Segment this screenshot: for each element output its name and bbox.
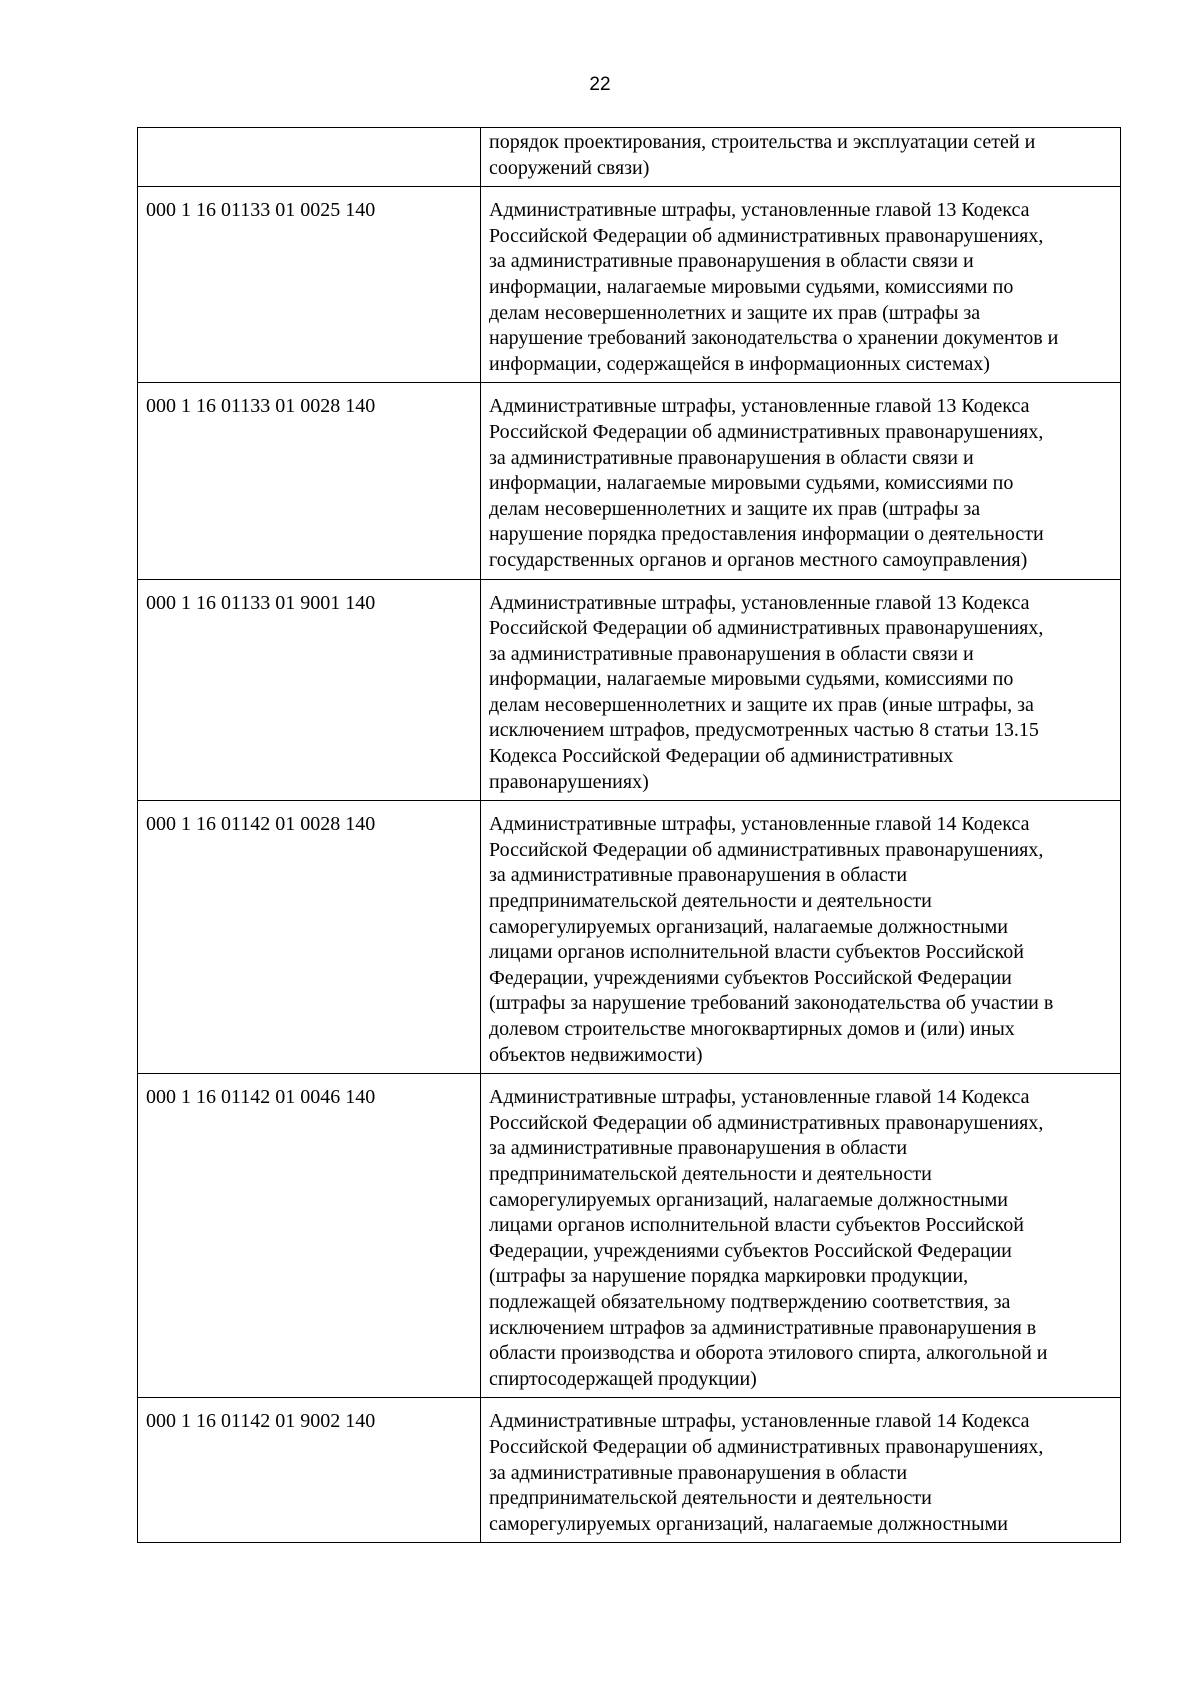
description-line: информации, налагаемые мировыми судьями, комиссиями по [489, 668, 1014, 691]
description-line: за административные правонарушения в области связи и [489, 446, 974, 469]
description-line: Административные штрафы, установленные главой 13 Кодекса [489, 199, 1030, 222]
description-line: Административные штрафы, установленные главой 14 Кодекса [489, 1086, 1030, 1109]
description-line: нарушение требований законодательства о хранении документов и [489, 327, 1059, 350]
description-cell [481, 1074, 1121, 1398]
description-line: за административные правонарушения в области [489, 864, 908, 887]
description-line: предпринимательской деятельности и деятельности [489, 1162, 932, 1185]
table-row [138, 801, 1121, 1074]
table-row [138, 383, 1121, 579]
description-line: делам несовершеннолетних и защите их прав (штрафы за [489, 497, 981, 520]
description-line: Российской Федерации об административных правонарушениях, [489, 1435, 1044, 1458]
description-cell [481, 128, 1121, 187]
description-line: Федерации, учреждениями субъектов Российской Федерации [489, 966, 1012, 989]
description-line: нарушение порядка предоставления информации о деятельности [489, 523, 1044, 546]
description-line: информации, содержащейся в информационных системах) [489, 352, 990, 375]
description-line: информации, налагаемые мировыми судьями, комиссиями по [489, 472, 1014, 495]
table-row [138, 1398, 1121, 1543]
budget-code-cell: 000 1 16 01133 01 0028 140 [138, 383, 481, 579]
description-line: Российской Федерации об административных правонарушениях, [489, 1111, 1044, 1134]
description-cell [481, 801, 1121, 1074]
description-cell [481, 187, 1121, 383]
description-line: Российской Федерации об административных правонарушениях, [489, 420, 1044, 443]
description-line: Российской Федерации об административных правонарушениях, [489, 617, 1044, 640]
description-line: за административные правонарушения в области [489, 1461, 908, 1484]
budget-code-cell [138, 128, 481, 187]
budget-codes-table [137, 127, 1121, 1543]
description-line: Административные штрафы, установленные главой 14 Кодекса [489, 813, 1030, 836]
description-line: Административные штрафы, установленные главой 13 Кодекса [489, 395, 1030, 418]
description-line: делам несовершеннолетних и защите их прав (иные штрафы, за [489, 693, 1034, 716]
description-cell [481, 383, 1121, 579]
description-line: (штрафы за нарушение порядка маркировки продукции, [489, 1265, 969, 1288]
description-line: области производства и оборота этилового спирта, алкогольной и [489, 1342, 1048, 1365]
description-cell [481, 579, 1121, 801]
description-line: долевом строительстве многоквартирных домов и (или) иных [489, 1018, 1015, 1040]
description-line: Административные штрафы, установленные главой 13 Кодекса [489, 591, 1030, 614]
description-line: предпринимательской деятельности и деятельности [489, 1487, 932, 1510]
table-row [138, 1074, 1121, 1398]
description-line: порядок проектирования, строительства и эксплуатации сетей и [489, 131, 1036, 153]
budget-code-cell: 000 1 16 01142 01 0046 140 [138, 1074, 481, 1398]
description-line: Административные штрафы, установленные главой 14 Кодекса [489, 1410, 1030, 1433]
description-line: Российской Федерации об административных правонарушениях, [489, 838, 1044, 861]
description-line: информации, налагаемые мировыми судьями, комиссиями по [489, 275, 1014, 298]
description-line: делам несовершеннолетних и защите их прав (штрафы за [489, 301, 981, 324]
description-line: исключением штрафов, предусмотренных частью 8 статьи 13.15 [489, 719, 1039, 742]
description-line: спиртосодержащей продукции) [489, 1367, 757, 1390]
page-number: 22 [589, 74, 611, 95]
table-row [138, 128, 1121, 187]
budget-code-cell: 000 1 16 01142 01 9002 140 [138, 1398, 481, 1543]
description-line: за административные правонарушения в области связи и [489, 250, 974, 273]
description-line: за административные правонарушения в области связи и [489, 642, 974, 665]
description-line: Федерации, учреждениями субъектов Российской Федерации [489, 1239, 1012, 1262]
table-row [138, 579, 1121, 801]
budget-code-cell: 000 1 16 01133 01 0025 140 [138, 187, 481, 383]
description-cell [481, 1398, 1121, 1543]
description-line: лицами органов исполнительной власти субъектов Российской [489, 941, 1024, 964]
description-line: правонарушениях) [489, 770, 649, 793]
description-line: (штрафы за нарушение требований законодательства об участии в [489, 992, 1054, 1015]
budget-code-cell: 000 1 16 01142 01 0028 140 [138, 801, 481, 1074]
description-line: предпринимательской деятельности и деятельности [489, 890, 932, 913]
description-line: подлежащей обязательному подтверждению соответствия, за [489, 1290, 1011, 1313]
description-line: сооружений связи) [489, 156, 650, 179]
description-line: лицами органов исполнительной власти субъектов Российской [489, 1214, 1024, 1237]
description-line: государственных органов и органов местного самоуправления) [489, 548, 1028, 571]
description-line: саморегулируемых организаций, налагаемые должностными [489, 1188, 1008, 1211]
description-line: саморегулируемых организаций, налагаемые должностными [489, 915, 1008, 938]
description-line: объектов недвижимости) [489, 1043, 703, 1066]
description-line: исключением штрафов за административные правонарушения в [489, 1316, 1037, 1339]
table-row [138, 187, 1121, 383]
description-line: саморегулируемых организаций, налагаемые должностными [489, 1512, 1008, 1535]
budget-code-cell: 000 1 16 01133 01 9001 140 [138, 579, 481, 801]
description-line: за административные правонарушения в области [489, 1137, 908, 1160]
table-body [138, 128, 1121, 1543]
description-line: Российской Федерации об административных правонарушениях, [489, 224, 1044, 247]
description-line: Кодекса Российской Федерации об административных [489, 745, 954, 768]
